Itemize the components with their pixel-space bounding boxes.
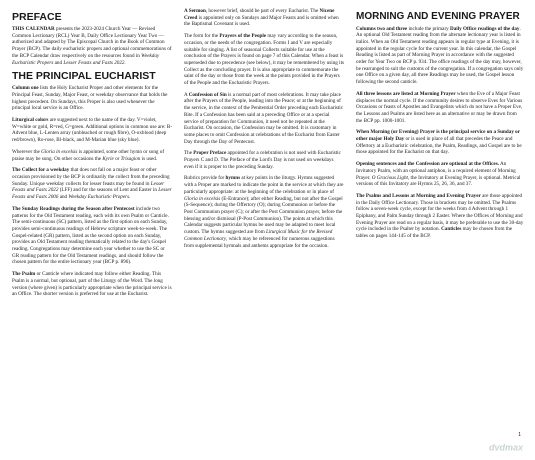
psalm-paragraph [12, 271, 173, 298]
confession-paragraph [184, 92, 344, 146]
columns-two-three-lead: Columns two and three [356, 25, 408, 32]
liturgical-colors-lead: Liturgical colors [12, 117, 49, 124]
wep-italic: Weekday Eucharistic Propers. [68, 194, 131, 201]
confession-lead: Confession of Sin [188, 91, 227, 98]
nicene-creed-lead: Nicene Creed [184, 8, 335, 21]
column-one-lead: Column one [12, 85, 39, 92]
sermon-lead: A Sermon [184, 8, 206, 14]
liturgical-colors-text: are suggested next to the name of the day. V=violet, W=white or gold, R=red, G=green. Additional options in common use are: B-Advent blue, L-Lenten array (unbleached or rough fibre), O-oxblood (deep red/brown), Ro-rose, Bl-black, and M-Marian blue (sky blue). [12, 117, 173, 144]
page-number: 1 [518, 432, 521, 438]
lff-2022-italic: Lesser Feasts and Fasts 2022 [12, 180, 165, 194]
columns-two-three-text: include the primary [407, 25, 451, 32]
preface-lead: THIS CALENDAR [12, 26, 55, 33]
preface-italic-2: Lesser Feasts and Fasts 2022. [63, 59, 126, 66]
gloria-italic: Gloria in excelsis [41, 148, 78, 155]
column-one-paragraph [12, 85, 173, 112]
collect-weekday-text: that does not fall on a major feast or other occasion provisioned by the BCP is ordinarily the collect from the preceding Sunday. Unique weekday collects for lesser feasts may be found in [12, 167, 170, 187]
gracious-light-italic: O Gracious Light [371, 174, 408, 181]
sunday-readings-paragraph [12, 206, 173, 266]
proper-preface-text: appointed for a celebration is not used with Eucharistic Prayers C and D. The Preface of the Lord's Day is not used on weekdays even if it is proper to the preceding Sunday. [184, 150, 341, 170]
when-morning-text: or is used in place of all that precedes the Peace and Offertory at a Eucharistic celebration, the Psalm, Readings, and Gospel are to be those appointed for the Eucharist on that day. [356, 136, 522, 156]
opening-sentences-paragraph [356, 161, 524, 188]
sermon-text2: is appointed only on Sundays and Major Feasts and is omitted when the Baptismal Covenant is used. [184, 14, 339, 28]
svg-text:dvdmax: dvdmax [489, 442, 524, 452]
proper-preface-pre: The [184, 150, 194, 157]
hymns-text3: , which may be referenced for numerous suggestions from supplemental hymnals and anthems appropriate for the occasion. [184, 235, 335, 249]
trisagion-italic: Trisagion [120, 155, 141, 162]
collect-weekday-mid: (LFF) and for the seasons of Lent and Easter in [58, 187, 159, 194]
hymns-text: at key points in the liturgy. Hymns suggested with a Proper are marked to indicate the point in the service at which they are particularly appropriate: at the beginning of the celebration or in place of [184, 175, 344, 195]
lff-2006-italic: Lesser Feasts and Fasts 2006 [12, 187, 172, 201]
psalms-lessons-text: are those appointed in the Daily Office Lectionary. Those in brackets may be omitted. The Psalms follow a seven-week cycle, except for the weeks from 4 Advent through 1 Epiphany, and Palm Sunday through 2 Easter. Where the Offices of Morning and Evening Prayer are read on a regular basis, it may be preferable to use the 30-day cycle included in the Psalter by notation. [356, 192, 524, 233]
watermark-logo [489, 442, 527, 452]
hymns-gloria-italic: Gloria in excelsis [184, 195, 221, 202]
sunday-readings-text: include two patterns for the Old Testament reading, each with its own Psalm or Canticle. The semi-continuous (SC) pattern, listed as the first option on each Sunday, provides semi-continuous readings of Hebrew scripture week-to-week. The Gospel-related (GR) pattern, listed as the second option on each Sunday, provides an Old Testament reading thematically related to the day's Gospel reading. Congregations may determine each year whether to use the SC or GR reading pattern for the Old Testament readings, and should follow the chosen pattern for the entire lectionary year (BCP p. 896). [12, 205, 169, 266]
gloria-post: is used. [140, 155, 158, 162]
liturgical-music-italic: Liturgical Music for the Revised Common Lectionary [184, 229, 333, 242]
three-lessons-paragraph [356, 91, 524, 125]
when-morning-lead: When Morning (or Evening) Prayer is the principal service on a Sunday or other major Holy Day [356, 129, 520, 143]
columns-two-three-paragraph [356, 26, 524, 86]
psalms-lessons-lead: The Psalms and Lessons at Morning and Evening Prayer [356, 192, 481, 199]
canticles-lead: Canticles [441, 226, 462, 233]
hymns-paragraph [184, 175, 344, 249]
collect-weekday-paragraph [12, 167, 173, 201]
heading-principal-eucharist: THE PRINCIPAL EUCHARIST [12, 70, 156, 83]
prayers-pre: The form for the [184, 33, 220, 40]
heading-morning-evening-prayer: MORNING AND EVENING PRAYER [356, 11, 520, 22]
column-right [356, 8, 524, 245]
hymns-pre: Rubrics provide for [184, 175, 226, 182]
hymns-lead: hymns [225, 175, 241, 182]
liturgical-colors-paragraph [12, 117, 173, 144]
opening-sentences-lead: Opening sentences and the Confession are optional at the Offices. [356, 161, 499, 168]
heading-preface: PREFACE [12, 11, 62, 23]
hymns-text2: (E-Entrance); after either Reading, but not after the Gospel (S-Sequence); during the Offertory (O); during Communion or before the Post Communion prayer (C); or after the Post Communion prayer, before the blessing and/or dismissal (P-Post Communion). The points at which this Calendar suggests particular hymns be used may be adapted to meet local custom. The hymns suggested are from [184, 195, 343, 236]
sermon-paragraph [184, 8, 344, 28]
sermon-text: , however brief, should be part of every Eucharist. The [205, 8, 320, 14]
sunday-readings-lead: The Sunday Readings during the Season after Pentecost [12, 205, 135, 212]
preface-italic-1: Weekday Eucharistic Propers [12, 52, 160, 66]
psalm-text: or Canticle where indicated may follow either Reading. This Psalm is a normal, but optional, part of the Liturgy of the Word. The long version (where given) is particularly appropriate when the principal service is an Office. The shorter version is preferred for use at the Eucharist. [12, 271, 172, 298]
psalms-lessons-paragraph [356, 193, 524, 240]
gloria-paragraph [12, 149, 173, 162]
confession-text: is a normal part of most celebrations. It may take place after the Prayers of the People, leading into the Peace; or at the beginning of the service, in the context of the Penitential Order preceding each Eucharistic Rite. If a Confession has been said at a preceding Office or at a special service of preparation for Communion, it need not be repeated at the Eucharist. On occasion, the Confession may be omitted. It is customary in some places to omit Confession at celebrations of the Eucharist from Easter Day through the Day of Pentecost. [184, 91, 344, 145]
collect-weekday-mid2: and [58, 194, 69, 201]
opening-sentences-text: An Invitatory Psalm, with an optional antiphon, is a required element of Morning Prayer. [356, 161, 516, 181]
prayers-paragraph [184, 33, 344, 87]
column-middle [184, 8, 344, 254]
when-morning-paragraph [356, 129, 524, 156]
collect-weekday-lead: The Collect for a weekday [12, 167, 70, 174]
proper-preface-lead: Proper Preface [193, 150, 227, 157]
daily-office-lead: Daily Office readings of the day [450, 25, 520, 32]
preface-text: presents the 2023-2024 Church Year — Revised Common Lectionary (RCL) Year B, Daily Office Lectionary Year Two — authorized and adapted by The Episcopal Church in the Book of Common Prayer (BCP). The daily eucharistic propers and optional commemorations of the BCP Calendar draw respectively on the resources found in [12, 26, 172, 59]
preface-paragraph [12, 26, 173, 66]
column-left [12, 8, 173, 303]
kyrie-italic: Kyrie [102, 155, 114, 162]
prayers-text: may vary according to the season, occasion, or the needs of the congregation. Forms I and V are especially suitable for singing. A list of seasonal Collects suitable for use at the conclusion of the Prayers is found on page 7 of this Calendar. When a feast is superseded due to precedence (see below), it may be remembered by using its Collect as the concluding prayer. It is also appropriate to commemorate the saint of the day or those from the week at the points provided in the Prayers of the People and the Eucharistic Prayers. [184, 33, 345, 87]
three-lessons-lead: All three lessons are listed at Morning Prayer [356, 90, 456, 97]
gloria-pre: Wherever the [12, 148, 42, 155]
prayers-lead: Prayers of the People [219, 33, 267, 40]
preface-and: and [53, 59, 64, 66]
gloria-mid: is appointed, some other hymn or song of praise may be sung. On other occasions the [12, 148, 165, 162]
opening-sentences-text2: , the Invitatory at Evening Prayer, is optional. Metrical versions of this Invitatory are Hymns 25, 26, 36, and 37. [356, 174, 521, 188]
columns-two-three-text2: . An optional Old Testament reading from the alternate lectionary year is listed in italics. When an Old Testament reading appears in regular type at Evening, it is appointed in the regular cycle for the current year. In this calendar, the Gospel Reading is listed as part of Morning Prayer in accordance with the suggested order for Year Two on BCP p. 934. The office readings of the day may, however, be rearranged to suit the customs of the congregation. If a congregation says only one Office on a given day, all three Readings may be used, the Gospel lesson following the second canticle. [356, 25, 524, 86]
proper-preface-paragraph [184, 150, 344, 170]
gloria-mid2: or [113, 155, 121, 162]
three-lessons-text: when the Eve of a Major Feast displaces the normal cycle. If the community desires to observe Eves for Various Occasions or feasts of Apostles and Evangelists which do not have a Proper Eve, the Lessons and Psalms are listed here as an alternative or may be drawn from the BCP pp. 1000-1001. [356, 90, 523, 124]
column-one-text: lists the Holy Eucharist Proper and other elements for the Principal Feast, Sunday, Major Feast, or weekday observance that holds the highest precedent. On Sundays, this Proper is also used whenever the principal local service is an Office. [12, 85, 168, 112]
psalms-lessons-text2: may be chosen from the tables on pages 144-145 of the BCP. [356, 226, 513, 240]
psalm-lead: The Psalm [12, 271, 36, 278]
confession-pre: A [184, 91, 189, 98]
